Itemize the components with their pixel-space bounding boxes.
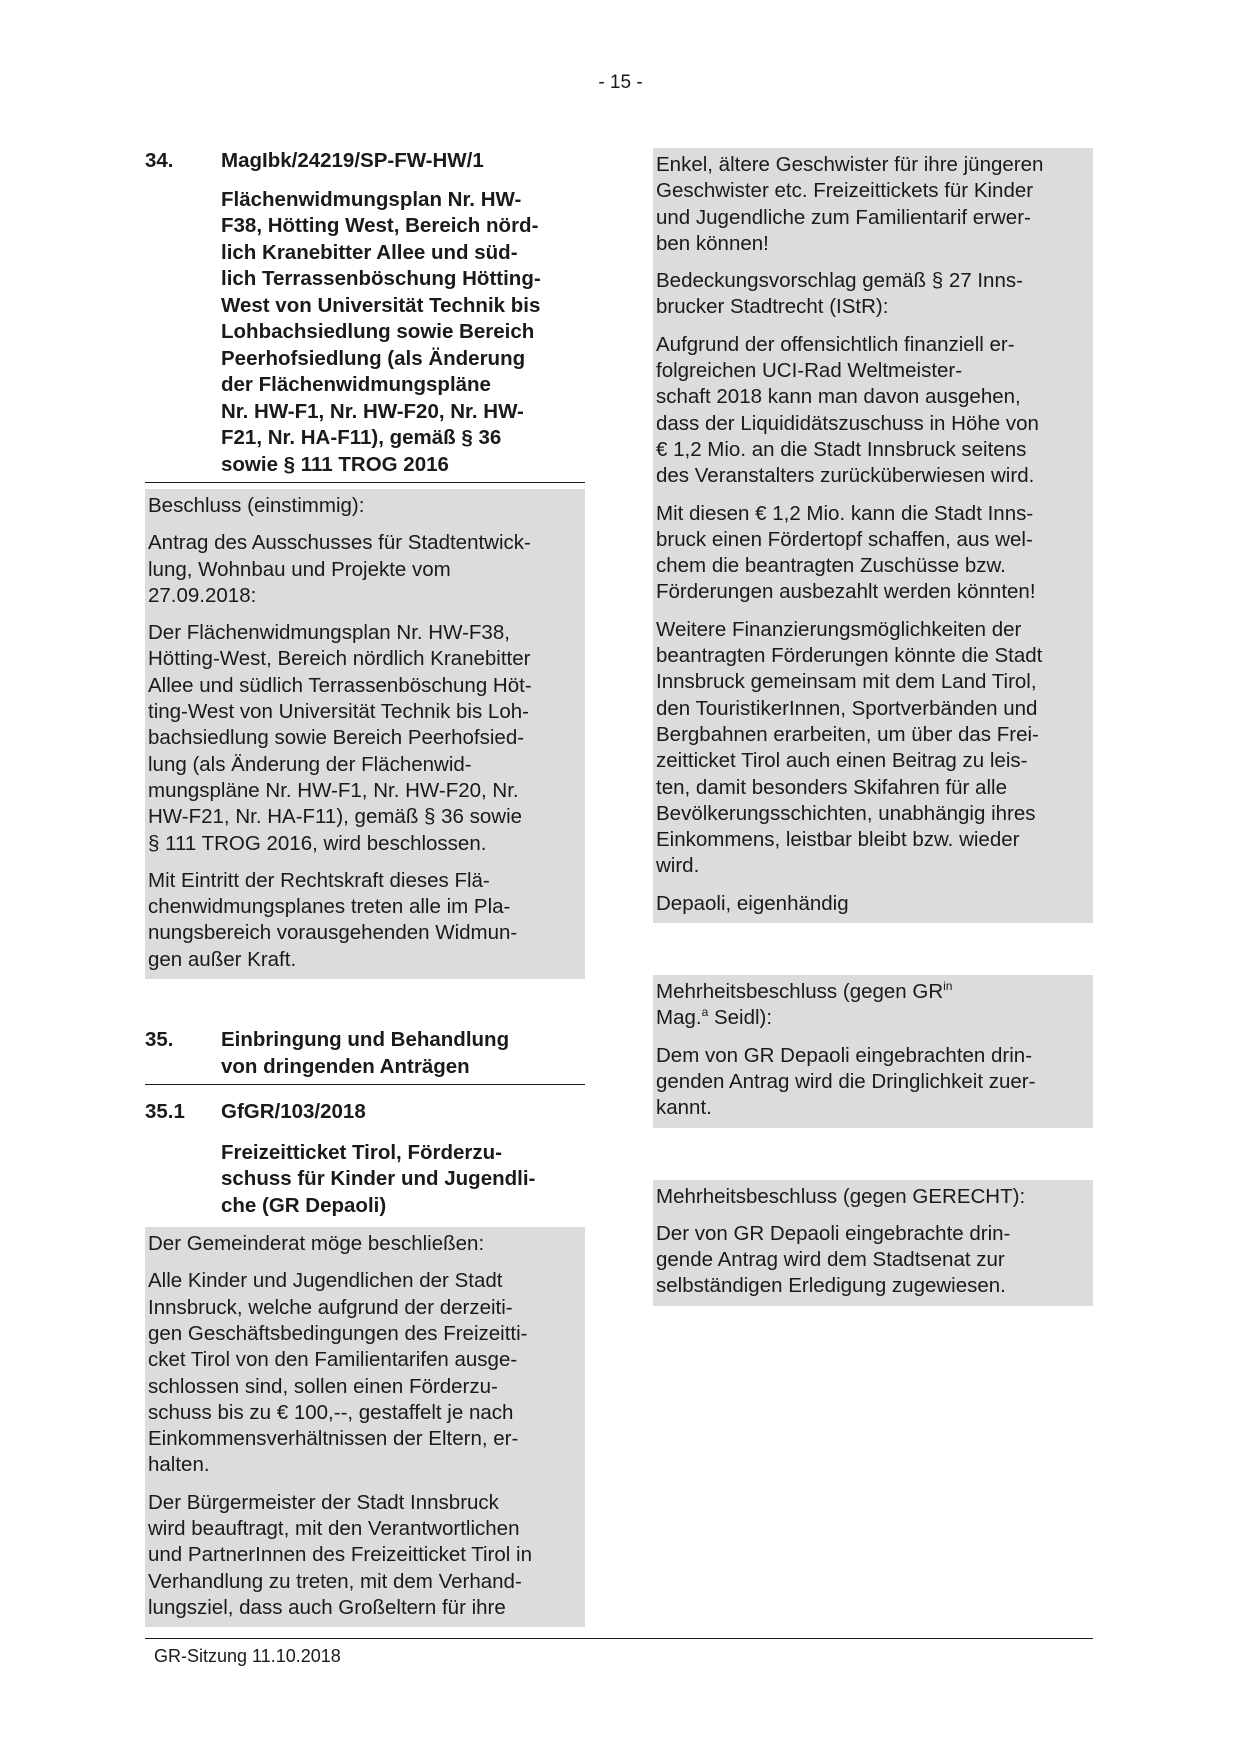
left-column bbox=[145, 148, 585, 1627]
resolution-heading: Mehrheitsbeschluss (gegen $GR^{in}$ Mag.$^a$ Seidl): bbox=[656, 979, 953, 1030]
resolution-heading: Beschluss (einstimmig): bbox=[148, 494, 365, 517]
item-35-1-motion-box bbox=[145, 1227, 585, 1627]
item-35-1-header bbox=[145, 1099, 585, 1219]
item-34-resolution-box bbox=[145, 489, 585, 979]
paragraph: Weitere Finanzierungsmöglichkeiten der beantragten Förderungen könnte die Stadt Innsbruck gemeinsam mit dem Land Tirol, den TouristikerInnen, Sportverbänden und Bergbahnen erarbeiten, um über das Frei- zeitticket Tirol auch einen Beitrag zu leis- ten, damit besonders Skifahren für alle Bevölkerungsschichten, unabhängig ihres Einkommens, leistbar bleibt bzw. wieder wird. bbox=[656, 617, 1043, 878]
paragraph: Mit diesen € 1,2 Mio. kann die Stadt Inns- bruck einen Fördertopf schaffen, aus wel- chem die beantragten Zuschüsse bzw. Förderungen ausbezahlt werden könnten! bbox=[656, 501, 1036, 604]
item-34-header bbox=[145, 148, 585, 483]
item-number: 35.1 bbox=[145, 1100, 185, 1124]
item-number: 34. bbox=[145, 149, 174, 172]
paragraph: Der Gemeinderat möge beschließen: bbox=[148, 1232, 485, 1256]
item-number: 35. bbox=[145, 1028, 174, 1052]
paragraph: Enkel, ältere Geschwister für ihre jüngeren Geschwister etc. Freizeittickets für Kinder und Jugendliche zum Familientarif erwer- ben können! bbox=[656, 153, 1044, 255]
paragraph: Der von GR Depaoli eingebrachte drin- gende Antrag wird dem Stadtsenat zur selbständigen Erledigung zugewiesen. bbox=[656, 1221, 1011, 1298]
item-code: GfGR/103/2018 bbox=[221, 1100, 366, 1124]
paragraph: Dem von GR Depaoli eingebrachten drin- genden Antrag wird die Dringlichkeit zuer- kannt. bbox=[656, 1043, 1036, 1120]
item-title: Flächenwidmungsplan Nr. HW- F38, Hötting West, Bereich nörd- lich Kranebitter Allee und süd- lich Terrassenböschung Hötting- West von Universität Technik bis Lohbachsiedlung sowie Bereich Peerhofsiedlung (als Änderung der Flächenwidmungspläne Nr. HW-F1, Nr. HW-F20, Nr. HW- F21, Nr. HA-F11), gemäß § 36 sowie § 111 TROG 2016 bbox=[221, 187, 541, 476]
item-title: Einbringung und Behandlung von dringenden Anträgen bbox=[221, 1028, 510, 1078]
signature: Depaoli, eigenhändig bbox=[656, 891, 849, 915]
paragraph: Alle Kinder und Jugendlichen der Stadt Innsbruck, welche aufgrund der derzeiti- gen Geschäftsbedingungen des Freizeitti- cket Tirol von den Familientarifen ausge- schlossen sind, sollen einen Förderzu- schuss bis zu € 100,--, gestaffelt je nach Einkommensverhältnissen der Eltern, er- halten. bbox=[148, 1269, 528, 1477]
paragraph: Der Flächenwidmungsplan Nr. HW-F38, Hötting-West, Bereich nördlich Kranebitter Allee und südlich Terrassenböschung Höt- ting-West von Universität Technik bis Loh- bachsiedlung sowie Bereich Peerhofsied- lung (als Änderung der Flächenwid- mungspläne Nr. HW-F1, Nr. HW-F20, Nr. HW-F21, Nr. HA-F11), gemäß § 36 sowie § 111 TROG 2016, wird beschlossen. bbox=[148, 621, 532, 855]
paragraph: Mit Eintritt der Rechtskraft dieses Flä- chenwidmungsplanes treten alle im Pla- nungsbereich vorausgehenden Widmun- gen außer Kraft. bbox=[148, 868, 518, 971]
footer-text: GR-Sitzung 11.10.2018 bbox=[154, 1646, 341, 1666]
item-35-header bbox=[145, 1027, 585, 1085]
paragraph: Aufgrund der offensichtlich finanziell er- folgreichen UCI-Rad Weltmeister- schaft 2018 kann man davon ausgehen, dass der Liquididätszuschuss in Höhe von € 1,2 Mio. an die Stadt Innsbruck seitens des Veranstalters zurücküberwiesen wird. bbox=[656, 332, 1039, 488]
right-column bbox=[653, 148, 1093, 1306]
item-title: Freizeitticket Tirol, Förderzu- schuss für Kinder und Jugendli- che (GR Depaoli) bbox=[221, 1140, 536, 1217]
footer-rule bbox=[145, 1638, 1093, 1639]
resolution-heading: Mehrheitsbeschluss (gegen GERECHT): bbox=[656, 1184, 1026, 1208]
page-number: - 15 - bbox=[598, 72, 643, 93]
paragraph: Der Bürgermeister der Stadt Innsbruck wird beauftragt, mit den Verantwortlichen und PartnerInnen des Freizeitticket Tirol in Verhandlung zu treten, mit dem Verhand- lungsziel, dass auch Großeltern für ihre bbox=[148, 1490, 532, 1619]
paragraph: Antrag des Ausschusses für Stadtentwick- lung, Wohnbau und Projekte vom 27.09.2018: bbox=[148, 531, 531, 607]
paragraph: Bedeckungsvorschlag gemäß § 27 Inns- brucker Stadtrecht (IStR): bbox=[656, 269, 1023, 319]
resolution-assignment-box bbox=[653, 1180, 1093, 1306]
resolution-urgency-box bbox=[653, 975, 1093, 1127]
item-code: MagIbk/24219/SP-FW-HW/1 bbox=[221, 149, 484, 172]
motion-continuation-box bbox=[653, 148, 1093, 923]
